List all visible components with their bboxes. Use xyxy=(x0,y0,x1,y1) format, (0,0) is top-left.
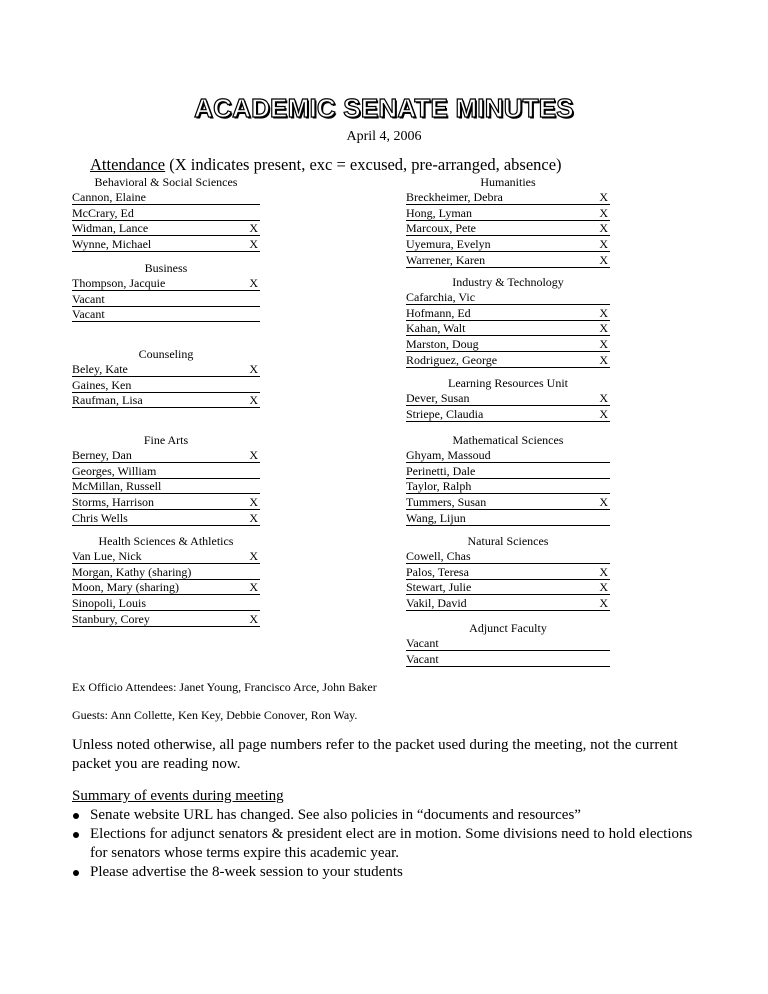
attendance-mark xyxy=(608,290,610,304)
member-name: Stanbury, Corey xyxy=(72,611,150,626)
attendance-mark: X xyxy=(249,510,258,525)
attendance-mark: X xyxy=(249,611,258,626)
member-name: Ghyam, Massoud xyxy=(406,447,491,462)
division-title: Business xyxy=(144,261,188,275)
division-title: Industry & Technology xyxy=(452,275,564,289)
member-row xyxy=(72,495,260,510)
attendance-mark xyxy=(258,565,260,579)
division-health-sciences-athletics xyxy=(72,534,260,628)
member-row xyxy=(406,495,610,510)
member-name: Cowell, Chas xyxy=(406,548,471,563)
attendance-mark xyxy=(608,511,610,525)
attendance-mark xyxy=(258,378,260,392)
attendance-mark: X xyxy=(599,337,608,352)
division-title: Mathematical Sciences xyxy=(452,433,564,447)
attendance-mark: X xyxy=(599,321,608,336)
member-row xyxy=(72,464,260,479)
member-row xyxy=(406,511,610,526)
member-row xyxy=(72,448,260,463)
attendance-mark: X xyxy=(249,548,258,563)
member-name: Dever, Susan xyxy=(406,390,470,405)
attendance-mark xyxy=(608,479,610,493)
division-business xyxy=(72,261,260,323)
member-name: Wang, Lijun xyxy=(406,510,466,525)
member-row xyxy=(72,190,260,205)
division-title: Behavioral & Social Sciences xyxy=(94,175,238,189)
member-name: Raufman, Lisa xyxy=(72,393,143,408)
division-mathematical-sciences xyxy=(406,433,610,527)
attendance-mark: X xyxy=(249,221,258,236)
member-name: Uyemura, Evelyn xyxy=(406,237,491,252)
attendance-mark: X xyxy=(599,495,608,510)
division-title: Health Sciences & Athletics xyxy=(98,534,234,548)
attendance-mark xyxy=(258,464,260,478)
member-name: Beley, Kate xyxy=(72,361,128,376)
attendance-note: (X indicates present, exc = excused, pre-arranged, absence) xyxy=(165,155,562,174)
meeting-date: April 4, 2006 xyxy=(346,129,422,144)
member-name: Marston, Doug xyxy=(406,337,479,352)
member-row xyxy=(406,337,610,352)
member-row xyxy=(72,479,260,494)
member-name: Striepe, Claudia xyxy=(406,406,484,421)
attendance-mark: X xyxy=(599,221,608,236)
member-name: McCrary, Ed xyxy=(72,205,134,220)
member-row xyxy=(406,290,610,305)
attendance-mark: X xyxy=(599,305,608,320)
attendance-mark: X xyxy=(599,252,608,267)
member-name: Palos, Teresa xyxy=(406,564,469,579)
member-row xyxy=(406,580,610,595)
division-counseling xyxy=(72,347,260,409)
member-name: Cannon, Elaine xyxy=(72,189,146,204)
division-natural-sciences xyxy=(406,534,610,612)
attendance-mark: X xyxy=(599,564,608,579)
member-name: Taylor, Ralph xyxy=(406,479,472,494)
member-name: Marcoux, Pete xyxy=(406,221,476,236)
attendance-mark: X xyxy=(249,361,258,376)
attendance-mark xyxy=(608,636,610,650)
member-name: McMillan, Russell xyxy=(72,479,162,494)
member-name: Vakil, David xyxy=(406,596,467,611)
member-row xyxy=(72,307,260,322)
division-title: Counseling xyxy=(138,347,194,361)
member-row xyxy=(406,652,610,667)
division-humanities xyxy=(406,175,610,269)
member-row xyxy=(72,580,260,595)
attendance-label: Attendance xyxy=(90,155,166,174)
division-industry-technology xyxy=(406,275,610,369)
division-learning-resources-unit xyxy=(406,376,610,422)
attendance-mark xyxy=(608,464,610,478)
member-name: Vacant xyxy=(406,635,439,650)
guests: Guests: Ann Collette, Ken Key, Debbie Conover, Ron Way. xyxy=(72,708,358,722)
member-row xyxy=(72,237,260,252)
member-row xyxy=(406,391,610,406)
member-name: Moon, Mary (sharing) xyxy=(72,580,179,595)
member-name: Sinopoli, Louis xyxy=(72,596,147,611)
member-row xyxy=(406,464,610,479)
member-name: Hong, Lyman xyxy=(406,205,472,220)
summary-heading: Summary of events during meeting xyxy=(72,788,284,804)
attendance-heading xyxy=(90,155,562,175)
member-row xyxy=(406,479,610,494)
division-title: Learning Resources Unit xyxy=(448,376,568,390)
member-name: Widman, Lance xyxy=(72,221,149,236)
member-name: Georges, William xyxy=(72,463,157,478)
attendance-mark xyxy=(258,292,260,306)
member-row xyxy=(406,237,610,252)
member-name: Tummers, Susan xyxy=(406,495,487,510)
member-row xyxy=(72,565,260,580)
division-fine-arts xyxy=(72,433,260,527)
attendance-mark: X xyxy=(249,495,258,510)
attendance-mark: X xyxy=(599,205,608,220)
member-row xyxy=(406,636,610,651)
page-title: ACADEMIC SENATE MINUTES xyxy=(194,93,574,123)
attendance-mark xyxy=(258,206,260,220)
summary-section xyxy=(72,787,712,882)
member-name: Morgan, Kathy (sharing) xyxy=(72,564,192,579)
attendance-mark xyxy=(258,479,260,493)
attendance-mark: X xyxy=(599,390,608,405)
member-name: Perinetti, Dale xyxy=(406,463,476,478)
attendance-mark: X xyxy=(599,352,608,367)
member-name: Chris Wells xyxy=(72,510,128,525)
member-row xyxy=(72,221,260,236)
member-name: Warrener, Karen xyxy=(406,252,486,267)
member-row xyxy=(406,407,610,422)
member-row xyxy=(406,190,610,205)
attendance-mark xyxy=(608,652,610,666)
member-row xyxy=(72,596,260,611)
member-row xyxy=(406,596,610,611)
attendance-mark: X xyxy=(249,237,258,252)
member-row xyxy=(406,306,610,321)
member-name: Berney, Dan xyxy=(72,447,132,462)
attendance-mark: X xyxy=(249,447,258,462)
member-row xyxy=(406,253,610,268)
summary-list xyxy=(72,806,712,882)
member-name: Vacant xyxy=(406,651,439,666)
attendance-mark: X xyxy=(599,189,608,204)
attendance-mark: X xyxy=(249,580,258,595)
attendance-mark: X xyxy=(599,596,608,611)
member-name: Gaines, Ken xyxy=(72,377,132,392)
member-row xyxy=(406,565,610,580)
member-name: Stewart, Julie xyxy=(406,580,472,595)
division-adjunct-faculty xyxy=(406,621,610,667)
attendance-mark xyxy=(258,596,260,610)
member-row xyxy=(406,206,610,221)
ex-officio-attendees: Ex Officio Attendees: Janet Young, Francisco Arce, John Baker xyxy=(72,680,377,694)
division-title: Fine Arts xyxy=(143,433,189,447)
member-row xyxy=(406,221,610,236)
member-row xyxy=(72,206,260,221)
division-title: Natural Sciences xyxy=(467,534,549,548)
member-row xyxy=(72,378,260,393)
member-name: Cafarchia, Vic xyxy=(406,289,476,304)
member-name: Kahan, Walt xyxy=(406,321,466,336)
member-row xyxy=(406,321,610,336)
member-row xyxy=(72,612,260,627)
attendance-mark xyxy=(608,448,610,462)
division-title: Adjunct Faculty xyxy=(469,621,547,635)
division-behavioral-social-sciences xyxy=(72,175,260,253)
member-name: Vacant xyxy=(72,291,105,306)
list-item: Senate website URL has changed. See also policies in “documents and resources” xyxy=(72,806,712,825)
member-name: Vacant xyxy=(72,307,105,322)
member-row xyxy=(72,292,260,307)
member-row xyxy=(406,549,610,564)
member-row xyxy=(72,276,260,291)
attendance-mark: X xyxy=(599,237,608,252)
member-row xyxy=(72,393,260,408)
list-item: Elections for adjunct senators & president elect are in motion. Some divisions need to hold elections for senators whose terms expire this academic year. xyxy=(72,825,712,863)
member-name: Wynne, Michael xyxy=(72,237,152,252)
member-row xyxy=(406,353,610,368)
division-title: Humanities xyxy=(480,175,536,189)
attendance-mark: X xyxy=(599,580,608,595)
member-name: Rodriguez, George xyxy=(406,352,498,367)
attendance-mark xyxy=(258,190,260,204)
attendance-mark xyxy=(608,549,610,563)
attendance-mark: X xyxy=(249,393,258,408)
member-row xyxy=(72,511,260,526)
member-name: Van Lue, Nick xyxy=(72,548,142,563)
member-name: Breckheimer, Debra xyxy=(406,189,503,204)
member-row xyxy=(72,549,260,564)
member-row xyxy=(406,448,610,463)
member-name: Storms, Harrison xyxy=(72,495,154,510)
page-number-note: Unless noted otherwise, all page numbers refer to the packet used during the meeting, not the current packet you are reading now. xyxy=(72,737,678,772)
attendance-mark: X xyxy=(599,406,608,421)
attendance-mark: X xyxy=(249,275,258,290)
list-item: Please advertise the 8-week session to your students xyxy=(72,863,712,882)
member-name: Thompson, Jacquie xyxy=(72,275,166,290)
member-name: Hofmann, Ed xyxy=(406,305,471,320)
attendance-mark xyxy=(258,307,260,321)
member-row xyxy=(72,362,260,377)
